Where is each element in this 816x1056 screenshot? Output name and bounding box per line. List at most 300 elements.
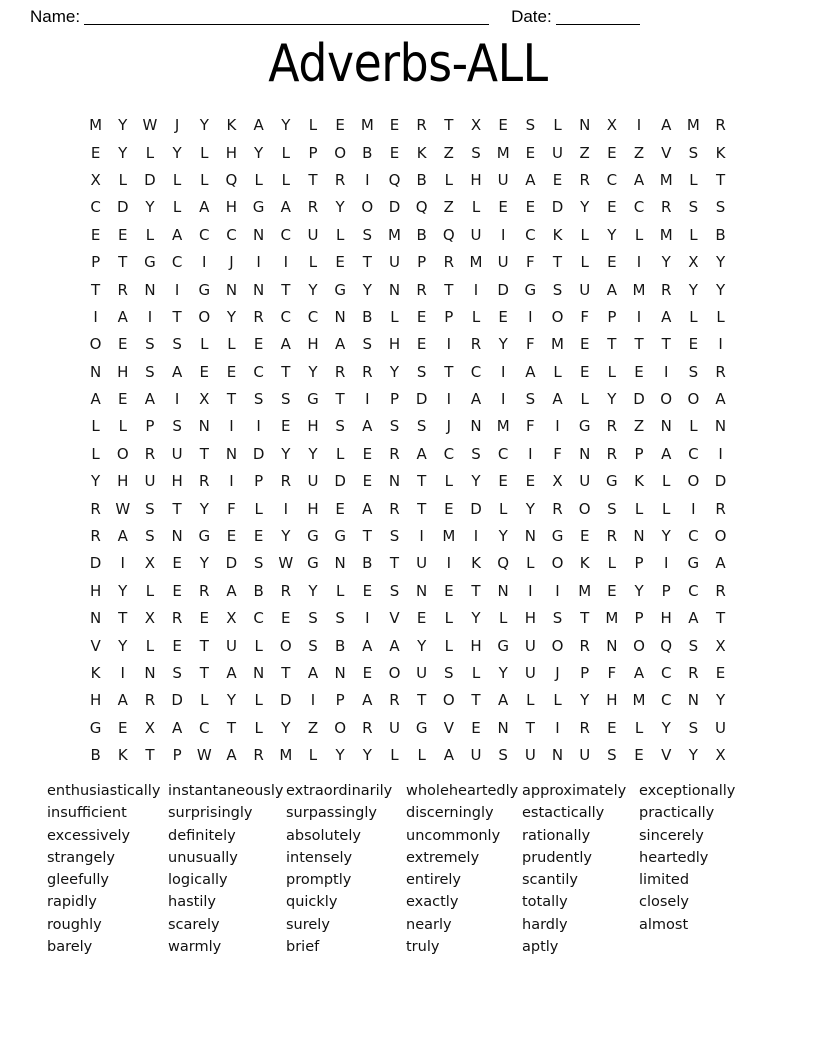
grid-cell[interactable]: L [716,307,725,326]
grid-cell[interactable]: C [497,444,509,463]
grid-cell[interactable]: L [444,170,453,189]
grid-cell[interactable]: L [254,499,263,518]
grid-cell[interactable]: K [552,225,563,244]
grid-cell[interactable]: S [335,609,345,628]
grid-cell[interactable]: L [634,225,644,244]
grid-cell[interactable]: A [633,170,645,189]
grid-cell[interactable]: Z [307,718,319,737]
grid-cell[interactable]: P [580,664,590,682]
grid-cell[interactable]: Y [580,691,590,710]
grid-cell[interactable]: N [388,472,401,491]
grid-cell[interactable]: P [417,253,427,272]
grid-cell[interactable]: B [334,636,346,655]
grid-cell[interactable]: L [390,307,399,326]
grid-cell[interactable]: P [91,253,101,272]
grid-cell[interactable]: A [362,691,373,710]
grid-cell[interactable]: L [145,581,155,600]
grid-cell[interactable]: U [388,253,400,272]
grid-cell[interactable]: V [661,746,672,765]
grid-cell[interactable]: R [253,307,264,326]
grid-cell[interactable]: N [334,554,346,573]
grid-cell[interactable]: O [551,636,564,655]
grid-cell[interactable]: Y [118,581,128,600]
grid-cell[interactable]: G [252,198,265,217]
grid-cell[interactable]: I [555,581,560,600]
grid-cell[interactable]: Y [362,280,372,299]
grid-cell[interactable]: L [689,225,698,244]
grid-cell[interactable]: S [362,335,373,354]
grid-cell[interactable]: S [281,390,291,409]
word-list-item[interactable]: entirely [406,872,461,889]
grid-cell[interactable]: E [525,198,536,217]
grid-cell[interactable]: H [606,691,618,710]
grid-cell[interactable]: N [171,527,183,546]
grid-cell[interactable]: R [199,472,210,491]
grid-cell[interactable]: I [365,609,370,628]
grid-cell[interactable]: E [226,362,237,381]
grid-cell[interactable]: C [688,444,699,463]
word-list-item[interactable]: enthusiastically [47,783,161,799]
grid-cell[interactable]: E [634,362,644,381]
grid-cell[interactable]: E [118,225,128,244]
grid-cell[interactable]: N [524,527,536,546]
grid-cell[interactable]: L [553,116,562,135]
word-list-item[interactable]: logically [168,872,228,889]
word-list-item[interactable]: insufficient [47,805,127,822]
grid-cell[interactable]: Y [335,746,345,765]
word-list-item[interactable]: uncommonly [406,827,501,844]
grid-cell[interactable]: C [688,527,699,546]
grid-cell[interactable]: A [443,746,454,765]
grid-cell[interactable]: U [171,444,183,463]
grid-cell[interactable]: G [307,390,319,409]
grid-cell[interactable]: D [633,390,645,409]
word-list-item[interactable]: extraordinarily [286,783,393,799]
grid-cell[interactable]: U [579,280,591,299]
grid-cell[interactable]: L [607,554,617,573]
grid-cell[interactable]: L [471,198,481,217]
grid-cell[interactable]: V [90,636,101,655]
grid-cell[interactable]: Y [580,198,590,217]
grid-cell[interactable]: Y [308,280,318,299]
grid-cell[interactable]: E [118,718,128,737]
grid-cell[interactable]: I [663,554,669,573]
grid-cell[interactable]: F [526,253,535,272]
grid-cell[interactable]: P [607,307,617,326]
grid-cell[interactable]: R [606,417,618,436]
grid-cell[interactable]: R [334,170,346,189]
grid-cell[interactable]: B [416,225,427,244]
grid-cell[interactable]: P [634,609,644,628]
grid-cell[interactable]: E [172,554,182,573]
grid-cell[interactable]: R [307,198,319,217]
grid-cell[interactable]: D [280,691,292,710]
grid-cell[interactable]: O [442,691,455,710]
grid-cell[interactable]: B [362,554,373,573]
grid-cell[interactable]: T [199,636,209,655]
grid-cell[interactable]: P [172,746,182,765]
grid-cell[interactable]: M [686,116,700,135]
grid-cell[interactable]: L [308,746,318,765]
grid-cell[interactable]: A [389,636,400,655]
grid-cell[interactable]: I [446,335,452,354]
grid-cell[interactable]: T [91,280,101,299]
grid-cell[interactable]: A [633,664,645,682]
grid-cell[interactable]: S [688,198,699,217]
grid-cell[interactable]: T [145,746,155,765]
grid-cell[interactable]: L [145,143,155,162]
grid-cell[interactable]: A [416,444,427,463]
grid-cell[interactable]: U [225,636,237,655]
grid-cell[interactable]: E [607,198,617,217]
grid-cell[interactable]: N [416,581,428,600]
word-list-item[interactable]: surely [286,916,330,933]
grid-cell[interactable]: L [335,581,345,600]
grid-cell[interactable]: S [253,554,264,573]
grid-cell[interactable]: L [308,116,318,135]
grid-cell[interactable]: A [470,390,482,409]
grid-cell[interactable]: E [416,335,427,354]
grid-cell[interactable]: A [171,225,183,244]
grid-cell[interactable]: I [310,691,316,710]
grid-cell[interactable]: Y [498,335,508,354]
grid-cell[interactable]: H [388,335,401,354]
grid-cell[interactable]: O [687,390,700,409]
grid-cell[interactable]: B [362,307,373,326]
grid-cell[interactable]: Y [389,362,400,381]
grid-cell[interactable]: R [579,636,590,655]
grid-cell[interactable]: L [200,170,209,189]
grid-cell[interactable]: Y [308,362,318,381]
grid-cell[interactable]: C [307,307,319,326]
grid-cell[interactable]: T [172,499,182,518]
grid-cell[interactable]: I [174,280,180,299]
grid-cell[interactable]: H [117,362,129,381]
grid-cell[interactable]: Y [281,116,291,135]
grid-cell[interactable]: R [416,280,427,299]
grid-cell[interactable]: G [551,527,564,546]
grid-cell[interactable]: A [661,444,672,463]
grid-cell[interactable]: L [254,691,263,710]
grid-cell[interactable]: Y [661,527,671,546]
grid-cell[interactable]: E [362,444,373,463]
grid-cell[interactable]: D [144,170,156,189]
grid-cell[interactable]: Y [91,472,101,491]
grid-cell[interactable]: L [91,417,100,436]
grid-cell[interactable]: O [198,307,211,326]
grid-cell[interactable]: G [198,280,211,299]
grid-cell[interactable]: C [253,362,264,381]
grid-cell[interactable]: M [605,609,619,628]
grid-cell[interactable]: K [579,554,590,573]
grid-cell[interactable]: D [388,198,401,217]
grid-cell[interactable]: L [227,335,236,354]
grid-cell[interactable]: A [715,554,726,573]
grid-cell[interactable]: A [552,390,563,409]
grid-cell[interactable]: D [89,554,102,573]
grid-cell[interactable]: T [281,280,291,299]
grid-cell[interactable]: T [417,499,427,518]
grid-cell[interactable]: A [226,746,237,765]
grid-cell[interactable]: Y [661,253,671,272]
grid-cell[interactable]: I [528,581,533,600]
grid-cell[interactable]: Q [497,554,510,573]
grid-cell[interactable]: I [256,417,261,436]
grid-cell[interactable]: M [279,746,293,765]
grid-cell[interactable]: K [416,143,427,162]
grid-cell[interactable]: L [471,664,481,682]
grid-cell[interactable]: N [89,609,102,628]
grid-cell[interactable]: R [715,499,726,518]
word-list-item[interactable]: definitely [168,827,236,844]
grid-cell[interactable]: L [689,307,698,326]
grid-cell[interactable]: E [552,170,563,189]
grid-cell[interactable]: I [174,390,180,409]
grid-cell[interactable]: T [552,253,563,272]
grid-cell[interactable]: I [500,225,506,244]
word-list-item[interactable]: rationally [522,827,591,844]
grid-cell[interactable]: I [93,307,98,326]
word-list-item[interactable]: rapidly [47,894,97,911]
grid-cell[interactable]: C [606,170,618,189]
grid-cell[interactable]: R [552,499,563,518]
grid-cell[interactable]: T [417,472,427,491]
grid-cell[interactable]: A [253,116,264,135]
grid-cell[interactable]: L [172,198,182,217]
grid-cell[interactable]: R [280,581,291,600]
grid-cell[interactable]: R [389,444,400,463]
grid-cell[interactable]: Z [633,417,645,436]
grid-cell[interactable]: I [120,664,125,682]
grid-cell[interactable]: N [253,664,265,682]
grid-cell[interactable]: E [579,335,590,354]
grid-cell[interactable]: E [253,335,264,354]
grid-cell[interactable]: I [147,307,153,326]
grid-cell[interactable]: M [89,116,103,135]
grid-cell[interactable]: S [444,664,454,682]
grid-cell[interactable]: N [253,225,265,244]
grid-cell[interactable]: E [579,362,590,381]
grid-cell[interactable]: G [307,554,319,573]
word-list-item[interactable]: instantaneously [168,783,284,799]
grid-cell[interactable]: R [199,581,210,600]
grid-cell[interactable]: V [389,609,400,628]
grid-cell[interactable]: A [90,390,101,409]
grid-cell[interactable]: T [607,335,617,354]
grid-cell[interactable]: P [335,691,345,710]
grid-cell[interactable]: L [498,499,508,518]
grid-cell[interactable]: S [335,417,345,436]
grid-cell[interactable]: I [283,499,288,518]
grid-cell[interactable]: D [334,472,346,491]
grid-cell[interactable]: Z [443,198,454,217]
grid-cell[interactable]: R [144,691,156,710]
grid-cell[interactable]: A [117,527,128,546]
grid-cell[interactable]: E [90,143,101,162]
grid-cell[interactable]: U [497,253,509,272]
grid-cell[interactable]: N [497,581,509,600]
grid-cell[interactable]: H [307,417,319,436]
grid-cell[interactable]: E [226,527,237,546]
grid-cell[interactable]: X [144,554,156,573]
grid-cell[interactable]: A [661,307,672,326]
grid-cell[interactable]: R [715,581,726,600]
grid-cell[interactable]: L [308,253,318,272]
word-list-item[interactable]: exactly [406,894,459,911]
grid-cell[interactable]: C [253,609,264,628]
grid-cell[interactable]: L [444,472,453,491]
grid-cell[interactable]: E [498,307,508,326]
grid-cell[interactable]: I [473,527,479,546]
grid-cell[interactable]: U [470,746,482,765]
grid-cell[interactable]: E [362,581,373,600]
grid-cell[interactable]: M [578,581,592,600]
grid-cell[interactable]: C [226,225,237,244]
grid-cell[interactable]: Y [661,718,671,737]
grid-cell[interactable]: R [660,198,672,217]
grid-cell[interactable]: C [443,444,455,463]
grid-cell[interactable]: T [715,609,726,628]
grid-cell[interactable]: Y [199,116,209,135]
grid-cell[interactable]: I [256,253,261,272]
grid-cell[interactable]: E [90,225,101,244]
grid-cell[interactable]: R [715,362,726,381]
grid-cell[interactable]: A [525,170,536,189]
word-list-item[interactable]: practically [639,805,715,822]
grid-cell[interactable]: G [307,527,319,546]
grid-cell[interactable]: I [446,390,452,409]
grid-cell[interactable]: U [416,664,428,682]
grid-cell[interactable]: H [89,581,102,600]
grid-cell[interactable]: T [118,253,128,272]
grid-cell[interactable]: A [144,390,156,409]
grid-cell[interactable]: K [226,116,237,135]
grid-cell[interactable]: N [551,746,564,765]
grid-cell[interactable]: I [663,362,669,381]
grid-cell[interactable]: L [118,417,127,436]
grid-cell[interactable]: H [171,472,183,491]
word-list-item[interactable]: nearly [406,916,452,933]
grid-cell[interactable]: N [497,718,509,737]
grid-cell[interactable]: N [334,307,346,326]
grid-cell[interactable]: P [308,143,318,162]
grid-cell[interactable]: L [254,718,263,737]
grid-cell[interactable]: E [362,664,373,682]
grid-cell[interactable]: F [227,499,236,518]
grid-cell[interactable]: Y [498,664,508,682]
grid-cell[interactable]: Y [226,691,237,710]
grid-cell[interactable]: C [660,664,672,682]
word-list-item[interactable]: limited [639,872,690,889]
grid-cell[interactable]: E [498,472,508,491]
grid-cell[interactable]: U [470,225,482,244]
grid-cell[interactable]: H [307,499,319,518]
grid-cell[interactable]: S [607,499,617,518]
grid-cell[interactable]: B [90,746,101,765]
word-list-item[interactable]: gleefully [47,872,110,889]
grid-cell[interactable]: A [606,280,617,299]
grid-cell[interactable]: I [229,417,234,436]
grid-cell[interactable]: I [691,499,696,518]
grid-cell[interactable]: N [633,527,645,546]
grid-cell[interactable]: R [416,116,427,135]
grid-cell[interactable]: Y [688,280,698,299]
grid-cell[interactable]: H [117,472,129,491]
grid-cell[interactable]: O [279,636,292,655]
grid-cell[interactable]: C [90,198,101,217]
grid-cell[interactable]: O [116,444,129,463]
grid-cell[interactable]: A [335,335,346,354]
grid-cell[interactable]: P [254,472,264,491]
word-search-grid[interactable] [82,112,734,769]
word-list-item[interactable]: almost [639,916,689,933]
grid-cell[interactable]: C [199,718,210,737]
grid-cell[interactable]: M [496,143,510,162]
grid-cell[interactable]: Y [118,116,128,135]
grid-cell[interactable]: S [389,581,400,600]
grid-cell[interactable]: I [446,554,452,573]
grid-cell[interactable]: E [253,527,264,546]
grid-cell[interactable]: M [469,253,483,272]
word-list-item[interactable]: hardly [522,916,568,933]
grid-cell[interactable]: A [117,691,128,710]
grid-cell[interactable]: L [200,143,209,162]
grid-cell[interactable]: L [444,636,453,655]
grid-cell[interactable]: G [334,527,346,546]
grid-cell[interactable]: Y [226,307,237,326]
grid-cell[interactable]: I [528,444,533,463]
grid-cell[interactable]: U [579,472,591,491]
grid-cell[interactable]: Y [199,554,209,573]
grid-cell[interactable]: H [524,609,536,628]
grid-cell[interactable]: M [632,691,646,710]
word-list-item[interactable]: scarely [168,916,220,933]
word-list-item[interactable]: heartedly [639,849,709,866]
grid-cell[interactable]: N [687,691,699,710]
grid-cell[interactable]: N [144,664,156,682]
grid-cell[interactable]: X [144,609,156,628]
word-list-item[interactable]: truly [406,939,440,956]
grid-cell[interactable]: L [662,499,671,518]
grid-cell[interactable]: D [252,444,265,463]
grid-cell[interactable]: M [551,335,564,354]
grid-cell[interactable]: L [471,307,481,326]
grid-cell[interactable]: S [552,280,563,299]
word-list-item[interactable]: surpassingly [286,805,377,822]
grid-cell[interactable]: K [90,664,101,682]
word-list-item[interactable]: approximately [522,783,627,799]
grid-cell[interactable]: E [688,335,699,354]
grid-cell[interactable]: G [89,718,102,737]
grid-cell[interactable]: N [89,362,102,381]
grid-cell[interactable]: T [308,170,318,189]
grid-cell[interactable]: H [225,143,238,162]
grid-cell[interactable]: X [470,116,482,135]
grid-cell[interactable]: M [360,116,374,135]
grid-cell[interactable]: U [307,472,319,491]
grid-cell[interactable]: G [497,636,509,655]
grid-cell[interactable]: I [528,307,533,326]
grid-cell[interactable]: Y [362,746,372,765]
grid-cell[interactable]: M [659,170,673,189]
grid-cell[interactable]: K [471,554,481,573]
grid-cell[interactable]: R [90,527,101,546]
grid-cell[interactable]: S [416,417,427,436]
grid-cell[interactable]: T [199,664,209,682]
grid-cell[interactable]: R [171,609,183,628]
grid-cell[interactable]: U [524,746,536,765]
grid-cell[interactable]: R [606,444,618,463]
